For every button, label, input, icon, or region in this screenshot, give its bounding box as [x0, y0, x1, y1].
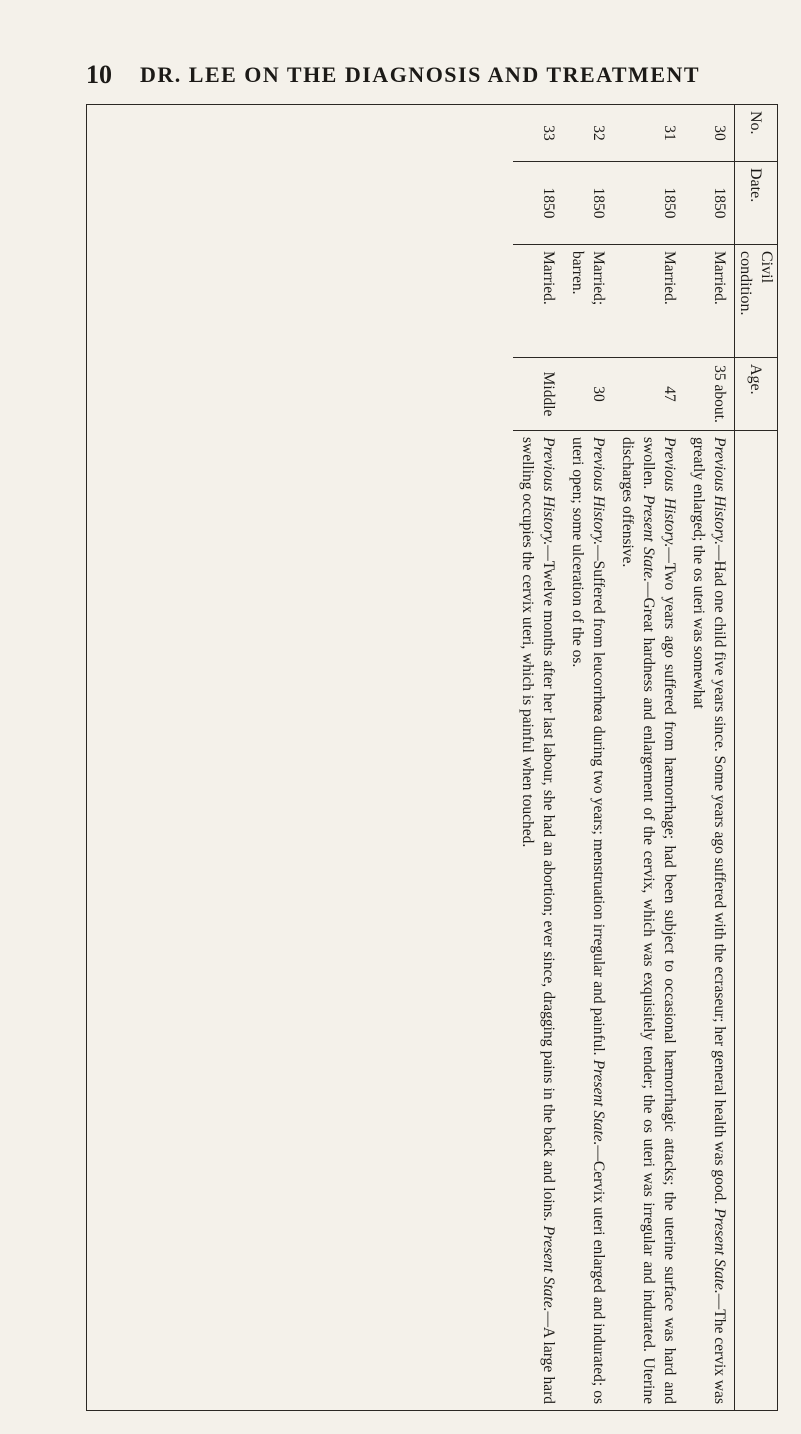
- case-history: [613, 431, 684, 1411]
- page-number: 10: [86, 60, 112, 89]
- rotated-case-table: [86, 104, 778, 1411]
- history-text: —Cervix uteri enlarged and indurated; os uteri open; some ulceration of the os.: [569, 437, 607, 1405]
- history-label: Present State.: [590, 1059, 607, 1146]
- history-label: Present State.: [640, 494, 657, 583]
- case-number: 31: [613, 105, 684, 162]
- history-text: —Great hardness and enlargement of the cervix, which was exquisitely tender; the os uteri was irregular and indurated. Uterine discharges offensive.: [619, 437, 657, 1404]
- table-row: [513, 105, 563, 1410]
- case-date: 1850: [613, 162, 684, 245]
- history-text: —The cervix was greatly enlarged; the os uteri was somewhat: [690, 437, 728, 1405]
- header-no: No.: [735, 105, 778, 162]
- history-label: Present State.: [540, 1225, 557, 1312]
- case-condition: Married.: [513, 245, 563, 358]
- case-history: [684, 431, 735, 1411]
- running-head: DR. LEE ON THE DIAGNOSIS AND TREATMENT: [140, 62, 701, 87]
- case-age: Middle: [513, 358, 563, 431]
- header-date: Date.: [735, 162, 778, 245]
- history-text: —A large hard swelling occupies the cervix uteri, which is painful when touched.: [519, 437, 557, 1405]
- table-header-row: [735, 105, 778, 1410]
- history-label: Previous History.: [711, 437, 728, 545]
- case-date: 1850: [563, 162, 613, 245]
- case-age: 35 about.: [684, 358, 735, 431]
- history-label: Previous History.: [661, 437, 678, 548]
- page-header: [0, 0, 801, 100]
- history-text: —Had one child five years since. Some years ago suffered with the ecraseur; her general health was good.: [711, 544, 728, 1205]
- case-date: 1850: [684, 162, 735, 245]
- header-condition: Civil condition.: [735, 245, 778, 358]
- case-history: [513, 431, 563, 1411]
- case-age: 47: [613, 358, 684, 431]
- header-age: Age.: [735, 358, 778, 431]
- case-age: 30: [563, 358, 613, 431]
- case-history: [563, 431, 613, 1411]
- case-date: 1850: [513, 162, 563, 245]
- history-label: Previous History.: [540, 437, 557, 546]
- table-row: [684, 105, 735, 1410]
- case-number: 32: [563, 105, 613, 162]
- case-number: 33: [513, 105, 563, 162]
- history-label: Present State.: [711, 1208, 728, 1294]
- case-table: [513, 105, 777, 1410]
- case-number: 30: [684, 105, 735, 162]
- header-history: [735, 431, 778, 1411]
- history-label: Previous History.: [590, 437, 607, 546]
- case-condition: Married.: [684, 245, 735, 358]
- history-text: —Two years ago suffered from hæmorrhage; had been subject to occasional hæmorrhagic attacks; the uterine surface was hard and swollen.: [640, 437, 678, 1405]
- table-row: [563, 105, 613, 1410]
- case-condition: Married.: [613, 245, 684, 358]
- history-text: —Suffered from leucorrhœa during two years; menstruation irregular and painful.: [590, 545, 607, 1056]
- table-row: [613, 105, 684, 1410]
- history-text: —Twelve months after her last labour, she had an abortion; ever since, dragging pains in the back and loins.: [540, 545, 557, 1222]
- case-condition: Married; barren.: [563, 245, 613, 358]
